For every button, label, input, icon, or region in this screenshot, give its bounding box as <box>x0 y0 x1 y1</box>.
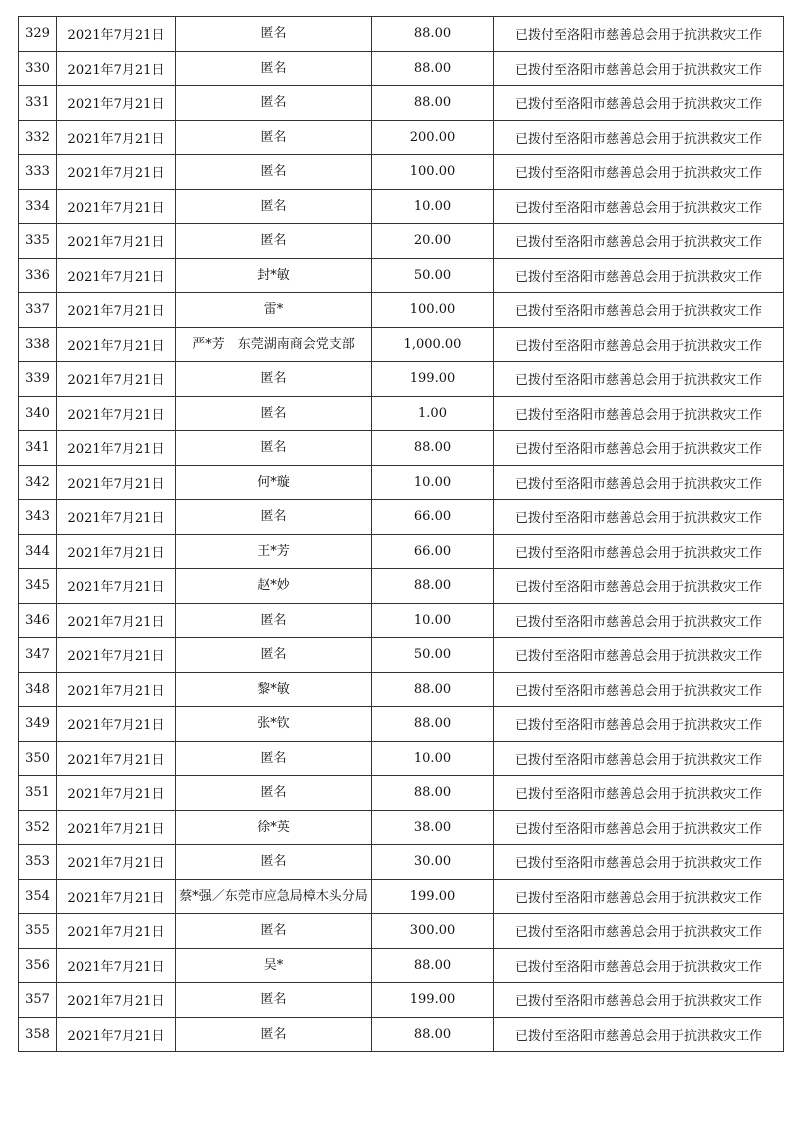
note-cell: 已拨付至洛阳市慈善总会用于抗洪救灾工作 <box>494 396 784 431</box>
row-number-cell: 330 <box>19 51 57 86</box>
table-row <box>19 17 784 52</box>
note-cell: 已拨付至洛阳市慈善总会用于抗洪救灾工作 <box>494 465 784 500</box>
date-cell: 2021年7月21日 <box>57 1017 176 1052</box>
table-row <box>19 603 784 638</box>
donor-name-cell: 赵*妙 <box>176 569 372 604</box>
row-number-cell: 356 <box>19 948 57 983</box>
date-cell: 2021年7月21日 <box>57 86 176 121</box>
amount-cell: 50.00 <box>372 258 494 293</box>
row-number-cell: 346 <box>19 603 57 638</box>
note-cell: 已拨付至洛阳市慈善总会用于抗洪救灾工作 <box>494 603 784 638</box>
table-body <box>19 17 784 1052</box>
note-cell: 已拨付至洛阳市慈善总会用于抗洪救灾工作 <box>494 1017 784 1052</box>
amount-cell: 1,000.00 <box>372 327 494 362</box>
row-number-cell: 337 <box>19 293 57 328</box>
date-cell: 2021年7月21日 <box>57 293 176 328</box>
row-number-cell: 333 <box>19 155 57 190</box>
amount-cell: 100.00 <box>372 293 494 328</box>
amount-cell: 30.00 <box>372 845 494 880</box>
amount-cell: 88.00 <box>372 707 494 742</box>
row-number-cell: 357 <box>19 983 57 1018</box>
table-row <box>19 983 784 1018</box>
date-cell: 2021年7月21日 <box>57 879 176 914</box>
amount-cell: 88.00 <box>372 776 494 811</box>
table-row <box>19 534 784 569</box>
table-row <box>19 810 784 845</box>
note-cell: 已拨付至洛阳市慈善总会用于抗洪救灾工作 <box>494 534 784 569</box>
note-cell: 已拨付至洛阳市慈善总会用于抗洪救灾工作 <box>494 741 784 776</box>
donor-name-cell: 徐*英 <box>176 810 372 845</box>
note-cell: 已拨付至洛阳市慈善总会用于抗洪救灾工作 <box>494 155 784 190</box>
donor-name-cell: 吴* <box>176 948 372 983</box>
date-cell: 2021年7月21日 <box>57 534 176 569</box>
note-cell: 已拨付至洛阳市慈善总会用于抗洪救灾工作 <box>494 879 784 914</box>
date-cell: 2021年7月21日 <box>57 224 176 259</box>
donor-name-cell: 匿名 <box>176 120 372 155</box>
row-number-cell: 348 <box>19 672 57 707</box>
row-number-cell: 350 <box>19 741 57 776</box>
amount-cell: 300.00 <box>372 914 494 949</box>
donor-name-cell: 匿名 <box>176 1017 372 1052</box>
amount-cell: 88.00 <box>372 1017 494 1052</box>
date-cell: 2021年7月21日 <box>57 17 176 52</box>
table-row <box>19 258 784 293</box>
table-row <box>19 51 784 86</box>
amount-cell: 199.00 <box>372 983 494 1018</box>
amount-cell: 100.00 <box>372 155 494 190</box>
date-cell: 2021年7月21日 <box>57 845 176 880</box>
donor-name-cell: 匿名 <box>176 224 372 259</box>
donor-name-cell: 匿名 <box>176 914 372 949</box>
amount-cell: 1.00 <box>372 396 494 431</box>
donor-name-cell: 匿名 <box>176 500 372 535</box>
donor-name-cell: 匿名 <box>176 983 372 1018</box>
row-number-cell: 335 <box>19 224 57 259</box>
amount-cell: 88.00 <box>372 17 494 52</box>
date-cell: 2021年7月21日 <box>57 948 176 983</box>
amount-cell: 199.00 <box>372 879 494 914</box>
amount-cell: 10.00 <box>372 465 494 500</box>
row-number-cell: 351 <box>19 776 57 811</box>
note-cell: 已拨付至洛阳市慈善总会用于抗洪救灾工作 <box>494 638 784 673</box>
donor-name-cell: 匿名 <box>176 155 372 190</box>
donor-name-cell: 黎*敏 <box>176 672 372 707</box>
table-row <box>19 120 784 155</box>
table-row <box>19 707 784 742</box>
donor-name-cell: 匿名 <box>176 741 372 776</box>
note-cell: 已拨付至洛阳市慈善总会用于抗洪救灾工作 <box>494 569 784 604</box>
amount-cell: 50.00 <box>372 638 494 673</box>
row-number-cell: 340 <box>19 396 57 431</box>
table-row <box>19 500 784 535</box>
row-number-cell: 339 <box>19 362 57 397</box>
table-row <box>19 293 784 328</box>
note-cell: 已拨付至洛阳市慈善总会用于抗洪救灾工作 <box>494 776 784 811</box>
amount-cell: 199.00 <box>372 362 494 397</box>
note-cell: 已拨付至洛阳市慈善总会用于抗洪救灾工作 <box>494 189 784 224</box>
donor-name-cell: 雷* <box>176 293 372 328</box>
donor-name-cell: 蔡*强／东莞市应急局樟木头分局 <box>176 879 372 914</box>
donor-name-cell: 匿名 <box>176 776 372 811</box>
table-row <box>19 327 784 362</box>
table-row <box>19 224 784 259</box>
row-number-cell: 342 <box>19 465 57 500</box>
note-cell: 已拨付至洛阳市慈善总会用于抗洪救灾工作 <box>494 810 784 845</box>
date-cell: 2021年7月21日 <box>57 51 176 86</box>
amount-cell: 88.00 <box>372 569 494 604</box>
note-cell: 已拨付至洛阳市慈善总会用于抗洪救灾工作 <box>494 224 784 259</box>
note-cell: 已拨付至洛阳市慈善总会用于抗洪救灾工作 <box>494 120 784 155</box>
date-cell: 2021年7月21日 <box>57 707 176 742</box>
note-cell: 已拨付至洛阳市慈善总会用于抗洪救灾工作 <box>494 258 784 293</box>
donor-name-cell: 匿名 <box>176 396 372 431</box>
row-number-cell: 354 <box>19 879 57 914</box>
note-cell: 已拨付至洛阳市慈善总会用于抗洪救灾工作 <box>494 431 784 466</box>
date-cell: 2021年7月21日 <box>57 362 176 397</box>
table-row <box>19 569 784 604</box>
amount-cell: 88.00 <box>372 672 494 707</box>
donor-name-cell: 严*芳 东莞湖南商会党支部 <box>176 327 372 362</box>
date-cell: 2021年7月21日 <box>57 500 176 535</box>
note-cell: 已拨付至洛阳市慈善总会用于抗洪救灾工作 <box>494 983 784 1018</box>
donor-name-cell: 匿名 <box>176 603 372 638</box>
table-row <box>19 1017 784 1052</box>
donor-name-cell: 张*钦 <box>176 707 372 742</box>
date-cell: 2021年7月21日 <box>57 914 176 949</box>
table-row <box>19 86 784 121</box>
date-cell: 2021年7月21日 <box>57 189 176 224</box>
note-cell: 已拨付至洛阳市慈善总会用于抗洪救灾工作 <box>494 707 784 742</box>
amount-cell: 88.00 <box>372 86 494 121</box>
amount-cell: 66.00 <box>372 534 494 569</box>
donor-name-cell: 王*芳 <box>176 534 372 569</box>
date-cell: 2021年7月21日 <box>57 741 176 776</box>
amount-cell: 66.00 <box>372 500 494 535</box>
note-cell: 已拨付至洛阳市慈善总会用于抗洪救灾工作 <box>494 500 784 535</box>
amount-cell: 88.00 <box>372 51 494 86</box>
table-row <box>19 948 784 983</box>
note-cell: 已拨付至洛阳市慈善总会用于抗洪救灾工作 <box>494 17 784 52</box>
table-row <box>19 672 784 707</box>
note-cell: 已拨付至洛阳市慈善总会用于抗洪救灾工作 <box>494 362 784 397</box>
amount-cell: 10.00 <box>372 741 494 776</box>
amount-cell: 88.00 <box>372 431 494 466</box>
row-number-cell: 341 <box>19 431 57 466</box>
donor-name-cell: 匿名 <box>176 362 372 397</box>
table-row <box>19 189 784 224</box>
table-row <box>19 914 784 949</box>
date-cell: 2021年7月21日 <box>57 810 176 845</box>
row-number-cell: 331 <box>19 86 57 121</box>
table-row <box>19 741 784 776</box>
date-cell: 2021年7月21日 <box>57 431 176 466</box>
date-cell: 2021年7月21日 <box>57 465 176 500</box>
donor-name-cell: 匿名 <box>176 189 372 224</box>
date-cell: 2021年7月21日 <box>57 327 176 362</box>
date-cell: 2021年7月21日 <box>57 776 176 811</box>
date-cell: 2021年7月21日 <box>57 120 176 155</box>
date-cell: 2021年7月21日 <box>57 258 176 293</box>
row-number-cell: 329 <box>19 17 57 52</box>
row-number-cell: 349 <box>19 707 57 742</box>
table-row <box>19 638 784 673</box>
date-cell: 2021年7月21日 <box>57 396 176 431</box>
note-cell: 已拨付至洛阳市慈善总会用于抗洪救灾工作 <box>494 293 784 328</box>
amount-cell: 38.00 <box>372 810 494 845</box>
table-row <box>19 845 784 880</box>
note-cell: 已拨付至洛阳市慈善总会用于抗洪救灾工作 <box>494 327 784 362</box>
row-number-cell: 353 <box>19 845 57 880</box>
row-number-cell: 338 <box>19 327 57 362</box>
row-number-cell: 355 <box>19 914 57 949</box>
date-cell: 2021年7月21日 <box>57 603 176 638</box>
table-row <box>19 776 784 811</box>
table-row <box>19 465 784 500</box>
row-number-cell: 345 <box>19 569 57 604</box>
donor-name-cell: 何*璇 <box>176 465 372 500</box>
note-cell: 已拨付至洛阳市慈善总会用于抗洪救灾工作 <box>494 845 784 880</box>
note-cell: 已拨付至洛阳市慈善总会用于抗洪救灾工作 <box>494 51 784 86</box>
date-cell: 2021年7月21日 <box>57 569 176 604</box>
note-cell: 已拨付至洛阳市慈善总会用于抗洪救灾工作 <box>494 914 784 949</box>
note-cell: 已拨付至洛阳市慈善总会用于抗洪救灾工作 <box>494 86 784 121</box>
date-cell: 2021年7月21日 <box>57 155 176 190</box>
amount-cell: 200.00 <box>372 120 494 155</box>
table-row <box>19 879 784 914</box>
table-row <box>19 396 784 431</box>
amount-cell: 88.00 <box>372 948 494 983</box>
note-cell: 已拨付至洛阳市慈善总会用于抗洪救灾工作 <box>494 672 784 707</box>
date-cell: 2021年7月21日 <box>57 983 176 1018</box>
row-number-cell: 343 <box>19 500 57 535</box>
table-row <box>19 362 784 397</box>
row-number-cell: 334 <box>19 189 57 224</box>
row-number-cell: 344 <box>19 534 57 569</box>
note-cell: 已拨付至洛阳市慈善总会用于抗洪救灾工作 <box>494 948 784 983</box>
row-number-cell: 358 <box>19 1017 57 1052</box>
donor-name-cell: 匿名 <box>176 51 372 86</box>
donor-name-cell: 匿名 <box>176 638 372 673</box>
donation-table <box>18 16 784 1052</box>
row-number-cell: 347 <box>19 638 57 673</box>
date-cell: 2021年7月21日 <box>57 638 176 673</box>
donor-name-cell: 封*敏 <box>176 258 372 293</box>
donor-name-cell: 匿名 <box>176 86 372 121</box>
donor-name-cell: 匿名 <box>176 431 372 466</box>
date-cell: 2021年7月21日 <box>57 672 176 707</box>
donor-name-cell: 匿名 <box>176 845 372 880</box>
amount-cell: 10.00 <box>372 603 494 638</box>
table-row <box>19 431 784 466</box>
table-row <box>19 155 784 190</box>
row-number-cell: 336 <box>19 258 57 293</box>
row-number-cell: 332 <box>19 120 57 155</box>
row-number-cell: 352 <box>19 810 57 845</box>
donor-name-cell: 匿名 <box>176 17 372 52</box>
amount-cell: 20.00 <box>372 224 494 259</box>
amount-cell: 10.00 <box>372 189 494 224</box>
